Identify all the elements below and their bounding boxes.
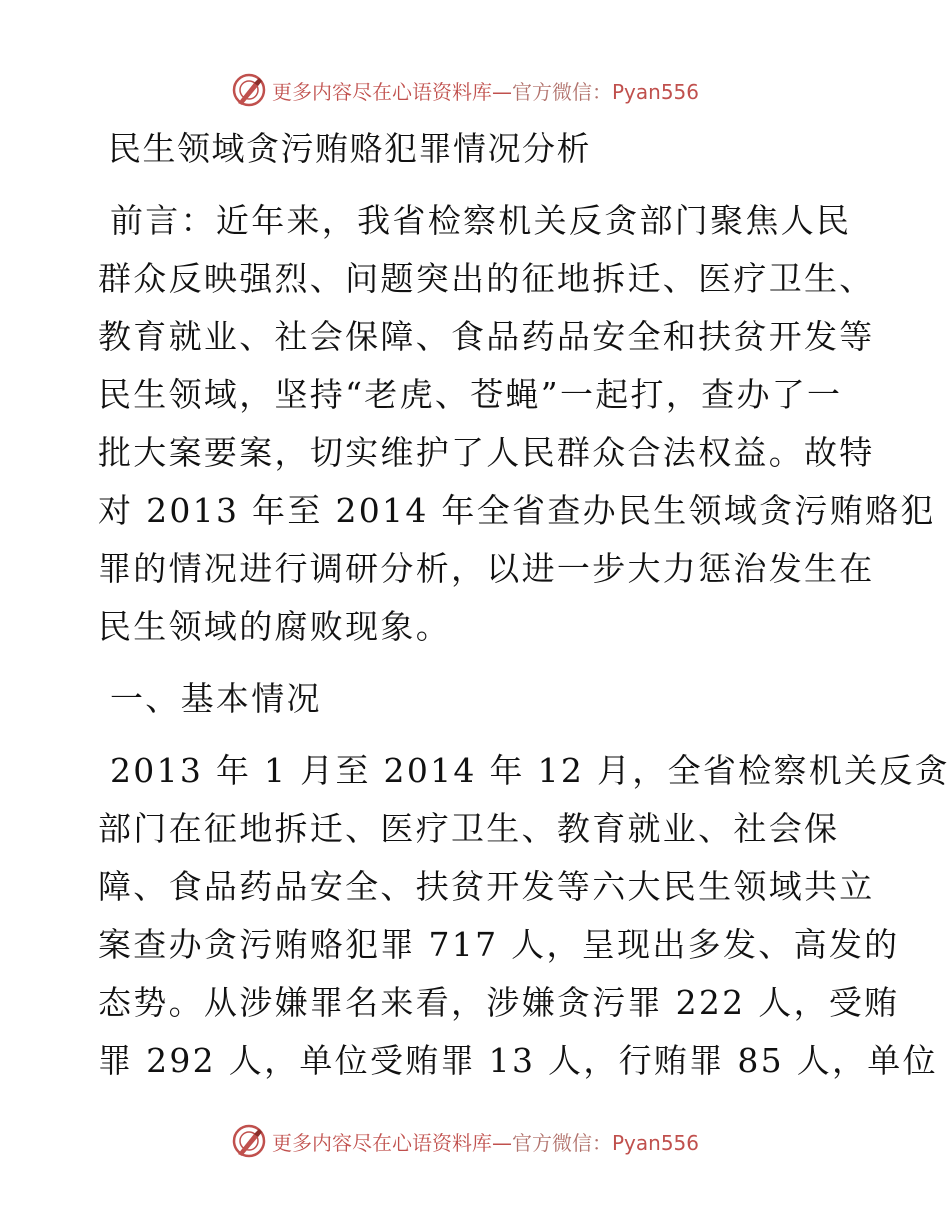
pen-seal-icon: [232, 73, 266, 107]
watermark-official: 官方微信：: [512, 79, 612, 104]
watermark-official: 官方微信：: [512, 1130, 612, 1155]
preface-line: 教育就业、社会保障、食品药品安全和扶贫开发等: [98, 317, 875, 356]
document-body: [98, 120, 950, 1090]
preface-line: 罪的情况进行调研分析，以进一步大力惩治发生在: [98, 549, 875, 588]
watermark-text: [272, 1127, 699, 1156]
section-line: 态势。从涉嫌罪名来看，涉嫌贪污罪 222 人，受贿: [98, 983, 900, 1022]
watermark-text: [272, 76, 699, 105]
watermark-dash: —: [492, 1130, 512, 1155]
preface-line: 民生领域的腐败现象。: [98, 607, 451, 646]
pen-seal-icon: [232, 1124, 266, 1158]
footer-watermark: [232, 1121, 752, 1161]
header-watermark: [232, 70, 752, 110]
section-heading: 一、基本情况: [110, 679, 322, 718]
preface-line: 批大案要案，切实维护了人民群众合法权益。故特: [98, 433, 875, 472]
spacer: [98, 728, 858, 742]
watermark-dash: —: [492, 79, 512, 104]
document-title: 民生领域贪污贿赂犯罪情况分析: [108, 129, 591, 168]
watermark-wechat-id: Pyan556: [612, 1130, 700, 1155]
preface-line: 民生领域，坚持“老虎、苍蝇”一起打，查办了一: [98, 375, 843, 414]
section-line: 罪 292 人，单位受贿罪 13 人，行贿罪 85 人，单位: [98, 1041, 938, 1080]
spacer: [98, 178, 858, 192]
watermark-brand: 更多内容尽在心语资料库: [272, 79, 492, 104]
section-line: 2013 年 1 月至 2014 年 12 月，全省检察机关反贪: [110, 751, 950, 790]
preface-line: 对 2013 年至 2014 年全省查办民生领域贪污贿赂犯: [98, 491, 936, 530]
preface-line: 前言：近年来，我省检察机关反贪部门聚焦人民: [110, 201, 852, 240]
section-line: 案查办贪污贿赂犯罪 717 人，呈现出多发、高发的: [98, 925, 900, 964]
preface-line: 群众反映强烈、问题突出的征地拆迁、医疗卫生、: [98, 259, 875, 298]
watermark-brand: 更多内容尽在心语资料库: [272, 1130, 492, 1155]
spacer: [98, 656, 858, 670]
section-line: 障、食品药品安全、扶贫开发等六大民生领域共立: [98, 867, 875, 906]
watermark-wechat-id: Pyan556: [612, 79, 700, 104]
section-line: 部门在征地拆迁、医疗卫生、教育就业、社会保: [98, 809, 840, 848]
